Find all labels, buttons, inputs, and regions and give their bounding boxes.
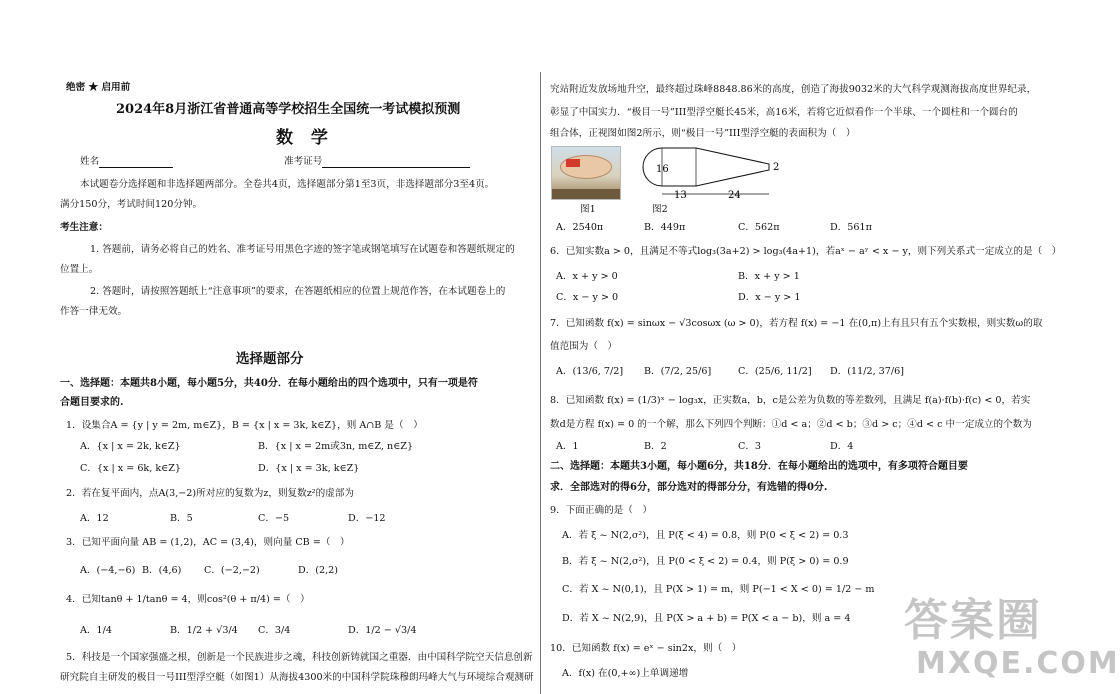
q7-option-b[interactable]: B．(7/2, 25/6]	[644, 366, 712, 377]
q8-option-a[interactable]: A．1	[556, 441, 579, 452]
subject-title: 数 学	[276, 128, 334, 148]
q3-option-b[interactable]: B．(4,6)	[142, 565, 182, 576]
q2-option-c[interactable]: C．−5	[258, 513, 290, 524]
notice-title: 考生注意：	[60, 222, 108, 233]
name-blank[interactable]	[99, 157, 173, 168]
dim-2-label: 2	[773, 162, 780, 173]
q5-line-3: 究站附近发放场地升空，最终超过珠峰8848.86米的高度，创造了海拔9032米的大气科学观测海拔高度世界纪录，	[550, 84, 1037, 95]
notice-1a: 1. 答题前，请务必将自己的姓名、准考证号用黑色字迹的签字笔或钢笔填写在试题卷和答题纸规定的	[90, 244, 515, 255]
q7-option-d[interactable]: D．(11/2, 37/6]	[830, 366, 904, 377]
q5-option-b[interactable]: B．449π	[644, 222, 686, 233]
dim-24-label: 24	[728, 190, 741, 201]
q2-stem: 2．若在复平面内，点A(3,−2)所对应的复数为z，则复数z²的虚部为	[66, 488, 355, 499]
airship-photo	[551, 146, 621, 200]
q3-option-a[interactable]: A．(−4,−6)	[80, 565, 136, 576]
dim-13-label: 13	[674, 190, 687, 201]
intro-line-1: 本试题卷分选择题和非选择题两部分。全卷共4页，选择题部分第1至3页，非选择题部分3至4页。	[80, 179, 495, 190]
notice-2b: 作答一律无效。	[60, 306, 128, 317]
q2-option-d[interactable]: D．−12	[348, 513, 386, 524]
q3-stem: 3．已知平面向量 AB = (1,2)，AC = (3,4)，则向量 CB =（ ）	[66, 537, 350, 548]
dim-16-label: 16	[656, 164, 669, 175]
intro-line-2: 满分150分，考试时间120分钟。	[60, 199, 203, 210]
airship-flag	[566, 159, 580, 167]
section1-line-1: 一、选择题：本题共8小题，每小题5分，共40分．在每小题给出的四个选项中，只有一项是符	[60, 378, 478, 389]
q5-option-c[interactable]: C．562π	[738, 222, 780, 233]
site-watermark	[898, 584, 1120, 694]
q5-line-4: 彰显了中国实力．“极目一号”III型浮空艇长45米，高16米，若将它近似看作一个半球、一个圆柱和一个圆台的	[550, 107, 1018, 118]
q6-option-a[interactable]: A．x + y > 0	[556, 271, 618, 282]
watermark-text-1: 答案圈	[904, 595, 1042, 646]
q8-option-b[interactable]: B．2	[644, 441, 667, 452]
q1-stem: 1．设集合A = {y | y = 2m, m∈Z}，B = {x | x = 3k, k∈Z}，则 A∩B 是（ ）	[66, 420, 423, 431]
q8-line-1: 8．已知函数 f(x) = (1/3)ˣ − log₃x，正实数a，b，c是公差为负数的等差数列，且满足 f(a)·f(b)·f(c) < 0，若实	[550, 395, 1031, 406]
q7-line-2: 值范围为（ ）	[550, 341, 618, 352]
fig2-caption: 图2	[652, 204, 668, 215]
q9-option-a[interactable]: A．若 ξ ~ N(2,σ²)，且 P(ξ < 4) = 0.8，则 P(0 < ξ < 2) = 0.3	[562, 530, 849, 541]
q10-option-a[interactable]: A．f(x) 在(0,+∞)上单调递增	[562, 668, 689, 679]
q7-option-a[interactable]: A．(13/6, 7/2]	[556, 366, 624, 377]
q5-option-a[interactable]: A．2540π	[556, 222, 604, 233]
q4-option-a[interactable]: A．1/4	[80, 625, 112, 636]
q1-option-d[interactable]: D．{x | x = 3k, k∈Z}	[258, 463, 360, 474]
q2-option-b[interactable]: B．5	[170, 513, 193, 524]
q2-option-a[interactable]: A．12	[80, 513, 109, 524]
q3-option-c[interactable]: C．(−2,−2)	[204, 565, 260, 576]
part-title: 选择题部分	[236, 351, 304, 367]
q10-stem: 10．已知函数 f(x) = eˣ − sin2x，则（ ）	[550, 643, 742, 654]
q5-line-2: 研究院自主研发的极目一号III型浮空艇（如图1）从海拔4300米的中国科学院珠穆朗玛峰大气与环境综合观测研	[60, 672, 534, 683]
section2-line-1: 二、选择题：本题共3小题，每小题6分，共18分．在每小题给出的选项中，有多项符合题目要	[550, 461, 968, 472]
q5-option-d[interactable]: D．561π	[830, 222, 872, 233]
q1-option-b[interactable]: B．{x | x = 2m或3n, m∈Z, n∈Z}	[258, 441, 414, 452]
ticket-blank[interactable]	[322, 157, 470, 168]
ticket-field[interactable]	[284, 156, 470, 168]
name-field[interactable]	[80, 156, 173, 168]
q8-line-2: 数d是方程 f(x) = 0 的一个解，那么下列四个判断：①d < a；②d < b；③d > c；④d < c 中一定成立的个数为	[550, 419, 1032, 430]
q4-option-b[interactable]: B．1/2 + √3/4	[170, 625, 238, 636]
ticket-label: 准考证号	[284, 156, 323, 167]
q6-option-d[interactable]: D．x − y > 1	[738, 292, 801, 303]
q5-line-1: 5．科技是一个国家强盛之根，创新是一个民族进步之魂，科技创新铸就国之重器．由中国科学院空天信息创新	[66, 652, 533, 663]
q6-option-c[interactable]: C．x − y > 0	[556, 292, 619, 303]
q7-option-c[interactable]: C．(25/6, 11/2]	[738, 366, 812, 377]
q4-stem: 4．已知tanθ + 1/tanθ = 4，则cos²(θ + π/4) =（ ）	[66, 594, 310, 605]
q1-option-c[interactable]: C．{x | x = 6k, k∈Z}	[80, 463, 182, 474]
q4-option-c[interactable]: C．3/4	[258, 625, 291, 636]
fig1-caption: 图1	[580, 204, 596, 215]
secret-label: 绝密 ★ 启用前	[66, 82, 131, 93]
watermark-text-2: MXQE.COM	[916, 646, 1120, 681]
q8-option-d[interactable]: D．4	[830, 441, 854, 452]
notice-2a: 2. 答题时，请按照答题纸上“注意事项”的要求，在答题纸相应的位置上规范作答，在本试题卷上的	[90, 286, 506, 297]
q6-option-b[interactable]: B．x + y > 1	[738, 271, 800, 282]
section2-line-2: 求．全部选对的得6分，部分选对的得部分分，有选错的得0分.	[550, 482, 828, 493]
q9-option-d[interactable]: D．若 X ~ N(2,9)，且 P(X > a + b) = P(X < a − b)，则 a = 4	[562, 613, 851, 624]
q3-option-d[interactable]: D．(2,2)	[298, 565, 339, 576]
q8-option-c[interactable]: C．3	[738, 441, 762, 452]
notice-1b: 位置上。	[60, 264, 99, 275]
q9-option-b[interactable]: B．若 ξ ~ N(2,σ²)，且 P(0 < ξ < 2) = 0.4，则 P(ξ > 0) = 0.9	[562, 556, 849, 567]
q7-line-1: 7．已知函数 f(x) = sinωx − √3cosωx (ω > 0)，若方程 f(x) = −1 在(0,π)上有且只有五个实数根，则实数ω的取	[550, 318, 1043, 329]
q5-line-5: 组合体，正视图如图2所示，则“极目一号”III型浮空艇的表面积为（ ）	[550, 128, 856, 139]
photo-ground	[552, 189, 620, 199]
q4-option-d[interactable]: D．1/2 − √3/4	[348, 625, 417, 636]
exam-title: 2024年8月浙江省普通高等学校招生全国统一考试模拟预测	[116, 102, 461, 117]
q1-option-a[interactable]: A．{x | x = 2k, k∈Z}	[80, 441, 181, 452]
column-divider	[540, 72, 541, 694]
q9-option-c[interactable]: C．若 X ~ N(0,1)，且 P(X > 1) = m，则 P(−1 < X < 0) = 1/2 − m	[562, 584, 875, 595]
q9-stem: 9．下面正确的是（ ）	[550, 505, 653, 516]
q6-stem: 6．已知实数a > 0，且满足不等式log₃(3a+2) > log₃(4a+1)，若aˣ − aʸ < x − y，则下列关系式一定成立的是（ ）	[550, 246, 1062, 257]
name-label: 姓名	[80, 156, 100, 167]
section1-line-2: 合题目要求的.	[60, 397, 124, 408]
